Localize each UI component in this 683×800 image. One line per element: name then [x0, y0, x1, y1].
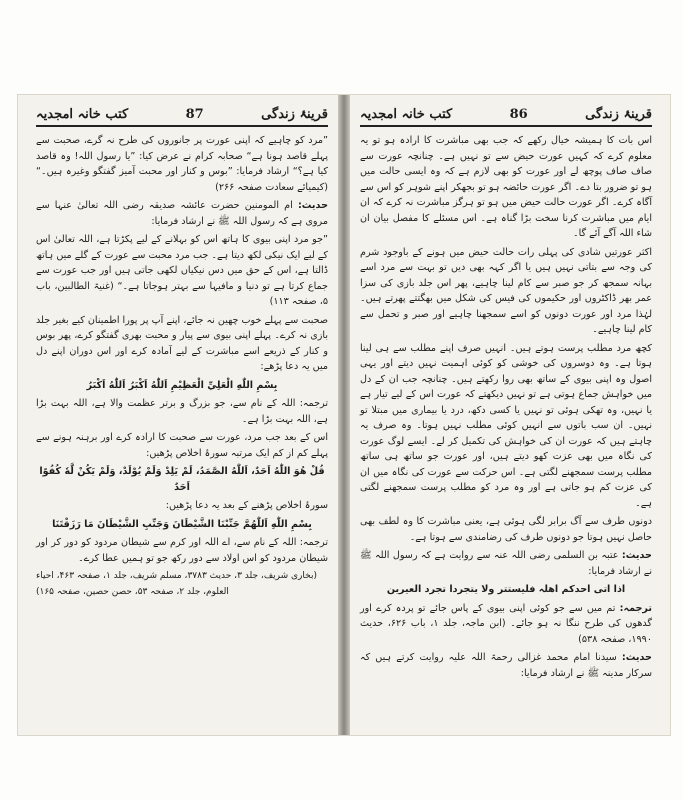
paragraph-text: ”مرد کو چاہیے کہ اپنی عورت پر جانوروں کی طرح نہ گرے، صحبت سے پہلے قاصد ہونا ہے“ صحابہ کرام نے عرض کیا: ”یا رسول اللہ! وہ قاصد کیا ہے؟“ ارشاد فرمایا: ”بوس و کنار اور محبت آمیز گفتگو وغیرہ ہیں۔“ (کیمیائے سعادت صفحہ ۲۶۶) [36, 135, 328, 193]
paragraph-text: دونوں طرف سے آگ برابر لگی ہوئی ہے، یعنی مباشرت کا وہ لطف بھی حاصل نہیں ہوتا جو دونوں طرف کی رضامندی سے ہوتا ہے۔ [360, 516, 652, 543]
paragraph [360, 133, 652, 242]
paragraph-text: اکثر عورتیں شادی کی پہلی رات حالت حیض میں ہونے کے باوجود شرم کی وجہ سے بتاتی نہیں ہیں یا اگر کہہ بھی دیں تو بہت سے مرد اسے بہانہ سمجھ کر جو صبر سے کام لینا چاہیے، پھر اس جلد بازی کی سزا عمر بھر ڈاکٹروں اور حکیموں کی فیس کی شکل میں بھگتتے پھرتے ہیں۔ لہٰذا مرد اور عورت دونوں کو اسے سمجھنا چاہیے اور صبر و تحمل سے کام لینا چاہیے۔ [360, 246, 652, 335]
paragraph-text: ام المومنین حضرت عائشہ صدیقہ رضی اللہ تعالیٰ عنہا سے مروی ہے کہ رسول اللہ ﷺ نے ارشاد فرمایا: [36, 200, 328, 227]
paragraph-label: حدیث: [621, 652, 652, 663]
page-number: 86 [509, 106, 528, 122]
left-page [18, 95, 338, 735]
page-number: 87 [185, 106, 204, 122]
paragraph [36, 430, 328, 461]
book-gutter [338, 95, 350, 735]
paragraph [36, 232, 328, 310]
paragraph-label: حدیث: [297, 200, 328, 211]
header-publisher: کتب خانہ امجدیہ [360, 106, 453, 122]
paragraph [36, 498, 328, 514]
header-book-title: قرینۂ زندگی [585, 106, 652, 122]
page-body [36, 133, 328, 600]
paragraph [36, 313, 328, 375]
paragraph-text: سورۂ اخلاص پڑھنے کے بعد یہ دعا پڑھیں: [165, 500, 328, 511]
paragraph [360, 650, 652, 681]
paragraph-text: قُلْ هُوَ اللّٰهُ اَحَدٌ، اَللّٰهُ الصَّمَدُ، لَمْ يَلِدْ وَلَمْ يُوْلَدْ، وَلَمْ يَكُنْ لَّهٗ كُفُوًا اَحَدٌ [39, 466, 325, 493]
paragraph-text: ترجمہ: اللہ کے نام سے، اے اللہ اور کرم سے شیطان مردود کو دور کر اور شیطان مردود کو اس اولاد سے دور رکھ جو تو ہمیں عطا کرے۔ [36, 537, 328, 564]
paragraph [36, 133, 328, 195]
open-book [18, 95, 670, 735]
arabic-text [360, 582, 652, 598]
paragraph-text: سیدنا امام محمد غزالی رحمۃ اللہ علیہ روایت کرتے ہیں کہ سرکار مدینہ ﷺ نے ارشاد فرمایا: [360, 652, 652, 679]
reference-text [36, 569, 328, 600]
right-page [350, 95, 670, 735]
paragraph-text: ترجمہ: اللہ کے نام سے، جو بزرگ و برتر عظمت والا ہے، اللہ بہت بڑا ہے، اللہ بہت بڑا ہے۔ [36, 398, 328, 425]
arabic-text [36, 517, 328, 533]
paragraph [36, 535, 328, 566]
paragraph-text: (بخاری شریف، جلد ۳، حدیث ۳۷۸۳، مسلم شریف، جلد ۱، صفحہ ۴۶۳، احیاء العلوم، جلد ۲، صفحہ ۵۳، حصن حصین، صفحہ ۱۶۵) [36, 571, 317, 597]
paragraph-text: اس کے بعد جب مرد، عورت سے صحبت کا ارادہ کرے اور برہنہ ہونے سے پہلے کم از کم ایک مرتبہ سورۂ اخلاص پڑھیں: [36, 432, 328, 459]
paragraph-text: کچھ مرد مطلب پرست ہوتے ہیں۔ انہیں صرف اپنے مطلب سے ہی لینا ہوتا ہے۔ وہ دوسروں کی خوشی کو کوئی اہمیت نہیں دیتے اور یہی اصول وہ اپنی بیوی کے ساتھ بھی روا رکھتے ہیں۔ چنانچہ جب ان کے دل میں خواہش جماع ہوتی ہے تو نہیں دیکھتے کہ عورت اس کے لیے تیار ہے یا نہیں، وہ تھکی ہوئی تو نہیں یا کسی دکھ، درد یا بیماری میں مبتلا تو نہیں۔ ان سب باتوں سے انہیں کوئی مطلب نہیں ہوتا۔ وہ صرف یہ چاہتے ہیں کہ عورت ان کی خواہش کی تکمیل کر لے۔ ایسے لوگ عورت کی نگاہ میں بھی عزت کھو دیتے ہیں، اور عورت جو ساتھ ہی ساتھ مطلب پرست سمجھنے لگتی ہے۔ اس حرکت سے عورت کی نگاہ میں ان کی عزت کم ہو جاتی ہے اور وہ مرد کو مطلب پرست سمجھنے لگتی ہے۔ [360, 342, 652, 509]
paragraph [360, 601, 652, 648]
arabic-text [36, 464, 328, 495]
page-header [360, 103, 652, 127]
paragraph-label: حدیث: [621, 550, 652, 561]
paragraph-text: عتبہ بن السلمی رضی اللہ عنہ سے روایت ہے کہ رسول اللہ ﷺ نے ارشاد فرمایا: [360, 550, 652, 577]
paragraph [36, 198, 328, 229]
arabic-text [36, 378, 328, 394]
paragraph [360, 341, 652, 512]
paragraph [36, 396, 328, 427]
paragraph [360, 514, 652, 545]
paragraph [360, 245, 652, 338]
paragraph-text: ”جو مرد اپنی بیوی کا ہاتھ اس کو بہلانے کے لیے پکڑتا ہے، اللہ تعالیٰ اس کے لیے ایک نیکی لکھ دیتا ہے۔ جب مرد محبت سے عورت کے گلے میں ہاتھ ڈالتا ہے، اس کے حق میں دس نیکیاں لکھی جاتی ہیں اور جب عورت سے جماع کرتا ہے تو دنیا و مافیہا سے بہتر ہوجاتا ہے۔“ (غنیۃ الطالبین، باب ۵، صفحہ ۱۱۳) [36, 234, 328, 307]
header-book-title: کتب خانہ امجدیہ [36, 106, 129, 122]
paragraph [360, 548, 652, 579]
paragraph-text: اذا اتی احدکم اھلہ فلیستتر ولا یتجردا تجرد العیرین [386, 584, 626, 595]
header-publisher: قرینۂ زندگی [261, 106, 328, 122]
page-body [360, 133, 652, 681]
paragraph-text: تم میں سے جو کوئی اپنی بیوی کے پاس جائے تو پردہ کرے اور گدھوں کی طرح ننگا نہ ہو جائے۔ (ابن ماجہ، جلد ۱، باب ۶۲۶، حدیث ۱۹۹۰، صفحہ ۵۳۸) [360, 602, 652, 645]
paragraph-text: صحبت سے پہلے خوب چھین نہ جائے، اپنے آپ پر پورا اطمینان کیے بغیر جلد بازی نہ کرے۔ پہلے اپنی بیوی سے پیار و محبت بھری گفتگو کرے، پھر بوس و کنار کے ذریعے اسے مباشرت کے لیے آمادہ کرے اور اس دوران اپنے دل میں یہ دعا پڑھے: [36, 314, 328, 372]
paragraph-text: بِسْمِ اللّٰهِ الْعَلِيِّ الْعَظِيْمِ اَللّٰهُ اَكْبَرُ اَللّٰهُ اَكْبَرُ [86, 379, 278, 391]
paragraph-text: اس بات کا ہمیشہ خیال رکھے کہ جب بھی مباشرت کا ارادہ ہو تو یہ معلوم کرے کہ کہیں عورت حیض سے تو نہیں ہے۔ چنانچہ عورت سے صاف صاف پوچھ لے اور عورت کو بھی لازم ہے کہ وہ ایسی حالت میں ہو تو ضرور بتا دے۔ اگر عورت حائضہ ہو تو بجھکر اپنے شوہر کو اس سے آگاہ کرے۔ اگر عورت حالت حیض میں ہو تو ہرگز مباشرت نہ کرے کہ ان ایام میں مباشرت کرنا سخت بڑا گناہ ہے۔ اس مسئلے کا مفصل بیان ان شاء اللہ آگے آئے گا۔ [360, 135, 652, 239]
paragraph-text: بِسْمِ اللّٰهِ اَللّٰهُمَّ جَنِّبْنَا الشَّيْطَانَ وَجَنِّبِ الشَّيْطَانَ مَا رَزَقْتَنَا [52, 518, 312, 530]
page-header [36, 103, 328, 127]
paragraph-label: ترجمہ: [619, 602, 652, 614]
